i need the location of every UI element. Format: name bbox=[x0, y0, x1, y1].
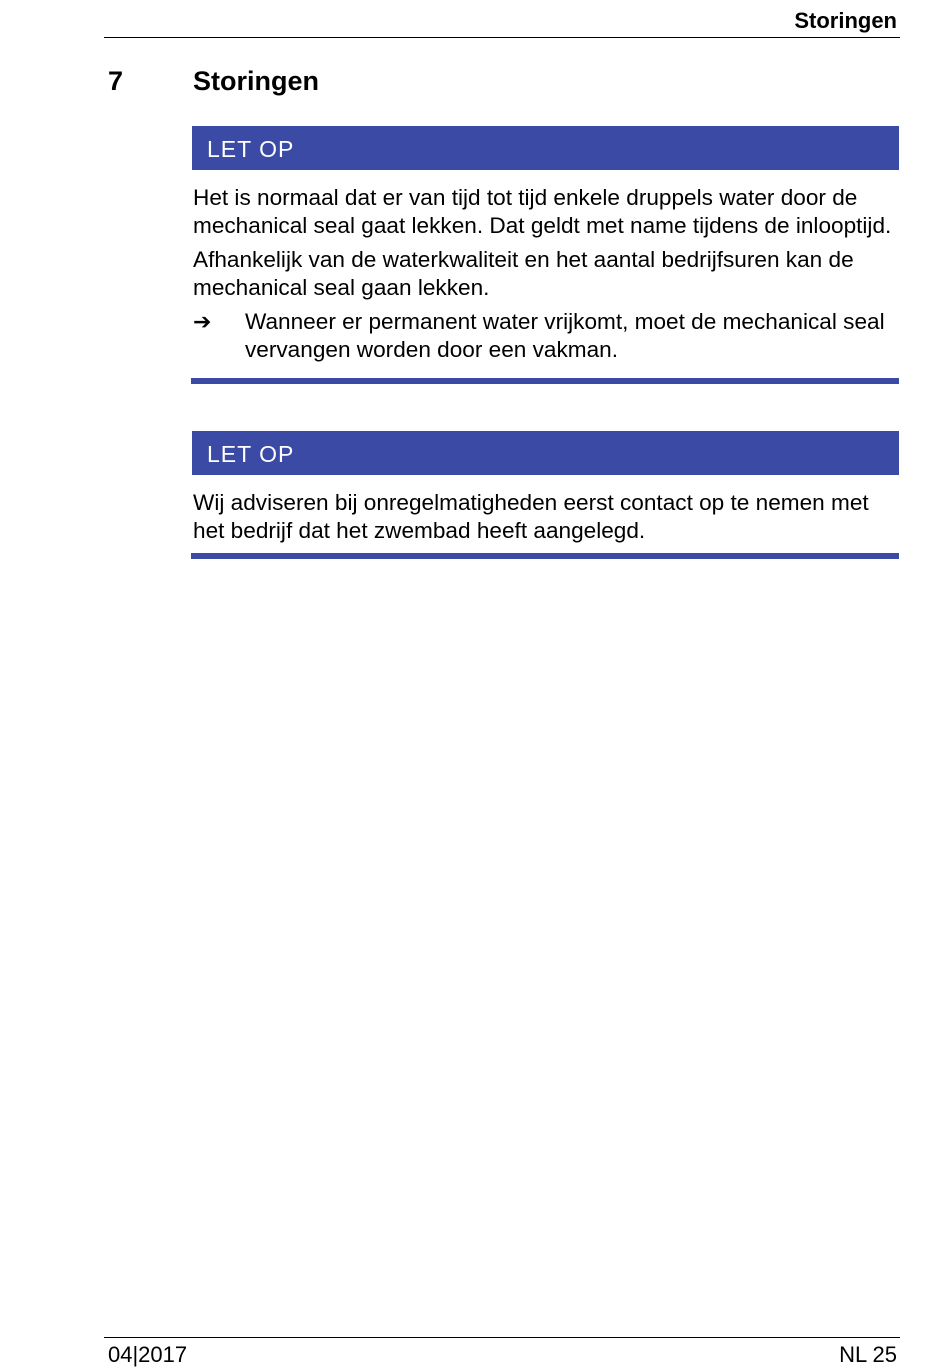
action-text: Wanneer er permanent water vrijkomt, moet de mechanical seal vervangen worden door een vakman. bbox=[245, 309, 885, 362]
chapter-title: Storingen bbox=[193, 66, 319, 96]
notice-end-rule bbox=[191, 553, 899, 559]
notice-paragraph: Afhankelijk van de waterkwaliteit en het aantal bedrijfsuren kan de mechanical seal gaan lekken. bbox=[193, 247, 854, 300]
chapter-number: 7 bbox=[108, 66, 124, 96]
running-header-title: Storingen bbox=[794, 8, 897, 33]
page-number: NL 25 bbox=[839, 1342, 897, 1367]
notice-end-rule bbox=[191, 378, 899, 384]
footer-date: 04|2017 bbox=[108, 1342, 188, 1367]
action-item bbox=[193, 308, 899, 364]
notice-label-bar bbox=[192, 431, 899, 475]
running-footer bbox=[104, 1337, 900, 1368]
notice-body bbox=[192, 475, 899, 545]
notice-label: LET OP bbox=[207, 136, 295, 162]
notice-body bbox=[192, 170, 899, 364]
notice-label: LET OP bbox=[207, 441, 295, 467]
notice-box-1 bbox=[192, 126, 899, 384]
running-header bbox=[104, 8, 900, 38]
notice-paragraph: Het is normaal dat er van tijd tot tijd enkele druppels water door de mechanical seal gaat lekken. Dat geldt met name tijdens de inlooptijd. bbox=[193, 185, 892, 238]
arrow-right-icon: ➔ bbox=[193, 309, 212, 334]
notice-label-bar bbox=[192, 126, 899, 170]
notice-paragraph: Wij adviseren bij onregelmatigheden eerst contact op te nemen met het bedrijf dat het zwembad heeft aangelegd. bbox=[193, 490, 869, 543]
notice-box-2 bbox=[192, 431, 899, 559]
